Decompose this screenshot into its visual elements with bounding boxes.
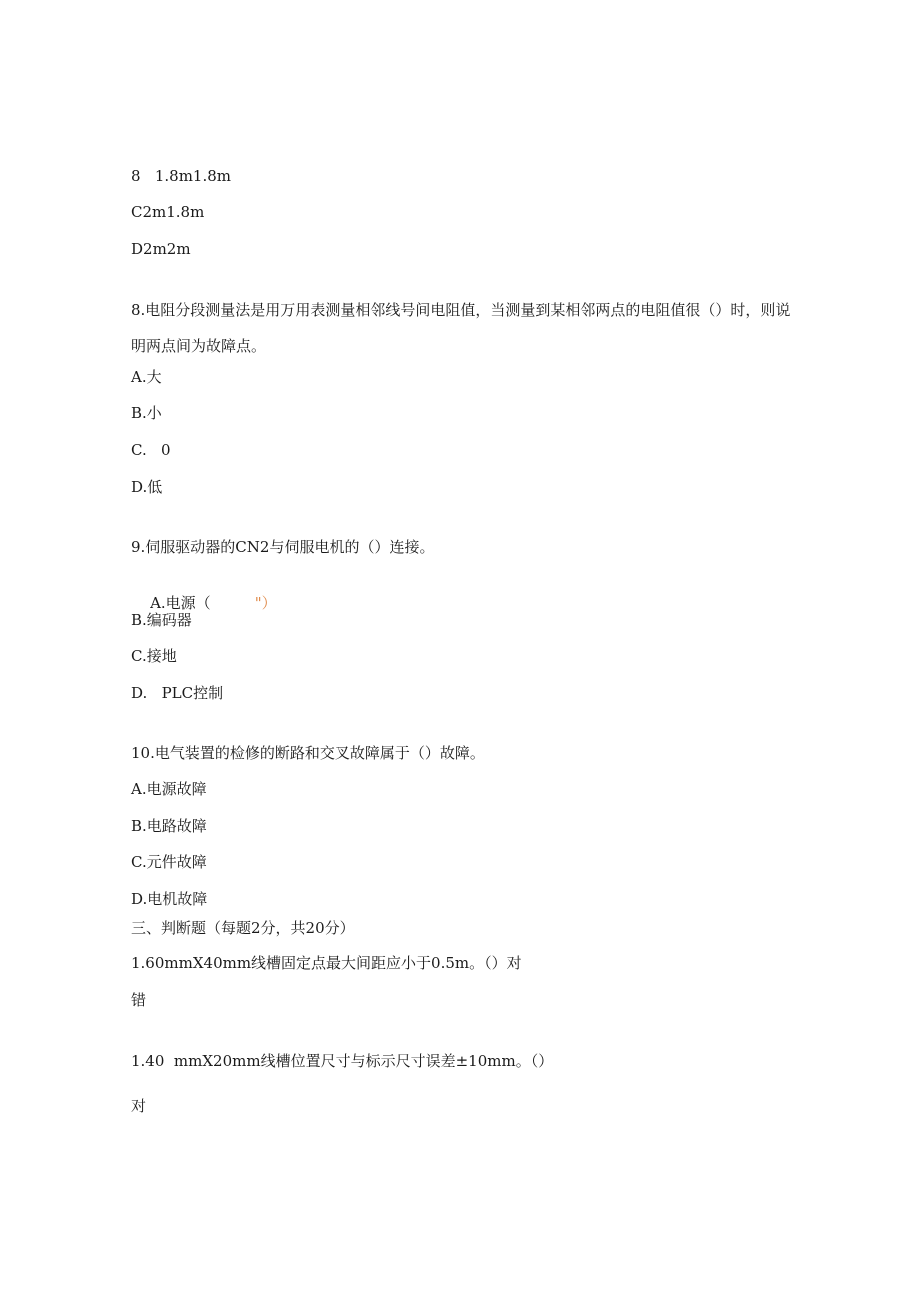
annotation-mark: "）	[254, 594, 277, 612]
question-8-option-a: A.大	[131, 368, 162, 386]
question-10-option-a: A.电源故障	[131, 780, 207, 798]
question-9-option-d: D. PLC控制	[131, 684, 224, 702]
judgment-1-answer: 错	[131, 991, 147, 1009]
option-d: D2m2m	[131, 240, 191, 258]
question-10-option-c: C.元件故障	[131, 853, 207, 871]
question-8: 8.电阻分段测量法是用万用表测量相邻线号间电阻值，当测量到某相邻两点的电阻值很（）时，则说明两点间为故障点。	[131, 301, 791, 355]
option-b: 8 1.8m1.8m	[131, 167, 232, 185]
question-10-option-b: B.电路故障	[131, 817, 207, 835]
judgment-1: 1.60mmX40mm线槽固定点最大间距应小于0.5m。（）对	[131, 954, 522, 972]
option-c: C2m1.8m	[131, 203, 205, 221]
section-3-heading: 三、判断题（每题2分，共20分）	[131, 919, 355, 937]
question-9: 9.伺服驱动器的CN2与伺服电机的（）连接。	[131, 538, 435, 556]
question-8-option-d: D.低	[131, 478, 163, 496]
question-10-option-d: D.电机故障	[131, 890, 208, 908]
question-9-option-b: B.编码器	[131, 611, 192, 629]
question-9-option-c: C.接地	[131, 647, 177, 665]
question-8-option-c: C. 0	[131, 441, 171, 459]
judgment-2-answer: 对	[131, 1097, 147, 1115]
question-10: 10.电气装置的检修的断路和交叉故障属于（）故障。	[131, 744, 485, 762]
judgment-2: 1.40 mmX20mm线槽位置尺寸与标示尺寸误差±10mm。（）	[131, 1052, 554, 1070]
question-9-option-a-text: A.电源（	[150, 594, 211, 612]
question-8-option-b: B.小	[131, 404, 162, 422]
